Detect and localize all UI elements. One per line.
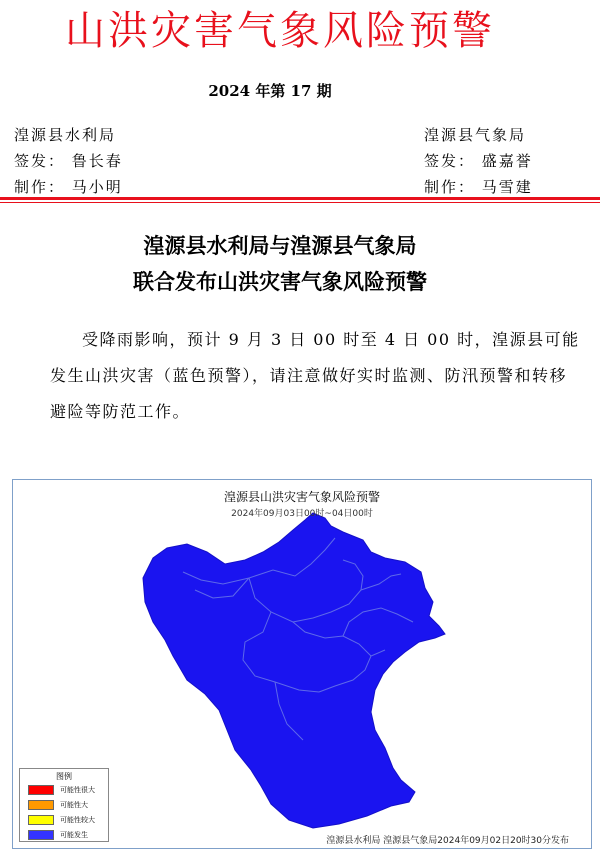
map-legend [19,768,109,842]
issue-number: 2024 年第 17 期 [208,82,332,100]
legend-title: 图例 [56,772,72,781]
headline [0,228,560,300]
map-title: 湟源县山洪灾害气象风险预警 [223,490,380,504]
left-signer: 签发： 鲁长春 [14,152,123,170]
red-divider-thin [0,202,600,203]
left-signature-block [14,122,123,200]
right-signature-block [424,122,533,200]
legend-item-moderate [20,812,108,827]
right-maker: 制作： 马雪建 [424,178,533,196]
legend-item-high [20,797,108,812]
legend-swatch-orange [28,800,54,810]
right-org: 湟源县气象局 [424,126,527,144]
headline-line-1: 湟源县水利局与湟源县气象局 [143,234,417,258]
red-divider-thick [0,197,600,200]
legend-swatch-blue [28,830,54,840]
risk-map-panel [12,479,592,849]
map-footer: 湟源县水利局 湟源县气象局2024年09月02日20时30分发布 [326,836,569,846]
legend-item-very-high [20,782,108,797]
headline-line-2: 联合发布山洪灾害气象风险预警 [133,270,427,294]
map-subtitle: 2024年09月03日00时~04日00时 [231,509,373,519]
legend-label: 可能性较大 [60,815,95,824]
left-org: 湟源县水利局 [14,126,117,144]
county-region [143,513,445,828]
right-signer: 签发： 盛嘉誉 [424,152,533,170]
body-paragraph: 受降雨影响，预计 9 月 3 日 00 时至 4 日 00 时，湟源县可能发生山洪灾害（蓝色预警），请注意做好实时监测、防汛预警和转移避险等防范工作。 [50,330,580,421]
left-maker: 制作： 马小明 [14,178,123,196]
legend-label: 可能性很大 [60,785,95,794]
document-title: 山洪灾害气象风险预警 [65,8,495,54]
legend-swatch-red [28,785,54,795]
legend-label: 可能性大 [60,800,88,809]
legend-swatch-yellow [28,815,54,825]
legend-label: 可能发生 [60,830,88,839]
legend-item-possible [20,827,108,842]
